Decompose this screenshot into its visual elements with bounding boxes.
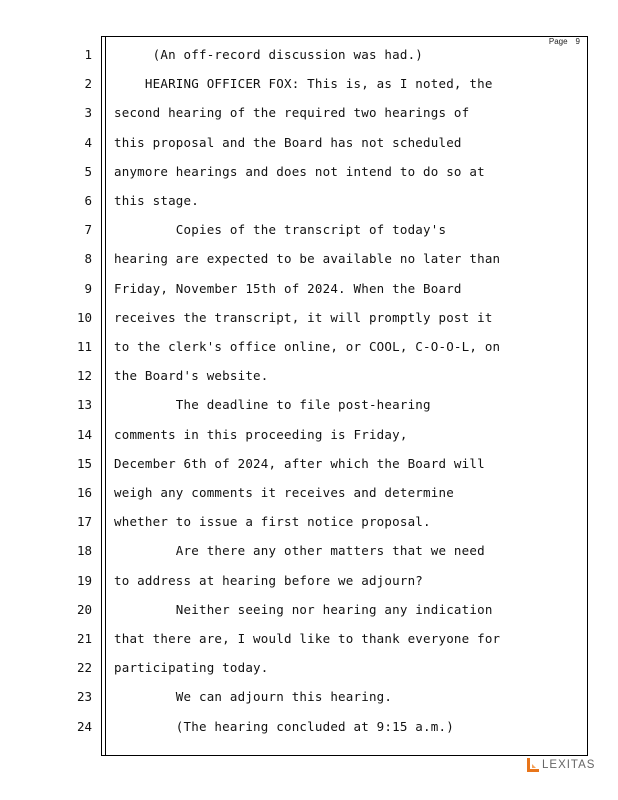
line-number: 9 bbox=[84, 280, 92, 296]
line-number: 11 bbox=[76, 339, 92, 354]
line-text: hearing are expected to be available no later than bbox=[114, 251, 501, 267]
line-text: Friday, November 15th of 2024. When the Board bbox=[114, 280, 462, 296]
line-number: 21 bbox=[76, 631, 92, 646]
transcript-line bbox=[0, 420, 618, 449]
line-number: 14 bbox=[76, 426, 92, 442]
line-number: 7 bbox=[84, 222, 92, 238]
line-text: this proposal and the Board has not scheduled bbox=[114, 134, 462, 150]
line-number: 10 bbox=[76, 309, 92, 325]
transcript-line bbox=[0, 215, 618, 244]
transcript-line bbox=[0, 40, 618, 69]
transcript-line bbox=[0, 595, 618, 624]
line-number: 5 bbox=[84, 163, 92, 179]
transcript-line bbox=[0, 274, 618, 303]
page-label-text: Page bbox=[548, 37, 568, 46]
transcript-line bbox=[0, 332, 618, 361]
transcript-line bbox=[0, 449, 618, 478]
line-text: whether to issue a first notice proposal. bbox=[114, 514, 431, 530]
line-text: Neither seeing nor hearing any indication bbox=[114, 601, 493, 617]
line-text: We can adjourn this hearing. bbox=[114, 689, 393, 705]
line-text: Copies of the transcript of today's bbox=[114, 222, 447, 238]
line-number: 12 bbox=[76, 368, 92, 384]
line-text: receives the transcript, it will promptly post it bbox=[114, 309, 493, 325]
line-text: comments in this proceeding is Friday, bbox=[114, 426, 408, 442]
line-text: second hearing of the required two hearings of bbox=[114, 105, 470, 121]
line-text: Are there any other matters that we need bbox=[114, 543, 485, 559]
line-number: 23 bbox=[76, 689, 92, 705]
line-text: December 6th of 2024, after which the Board will bbox=[114, 455, 485, 471]
transcript-line bbox=[0, 157, 618, 186]
transcript-line bbox=[0, 682, 618, 711]
transcript-line bbox=[0, 69, 618, 98]
line-text: weigh any comments it receives and determine bbox=[114, 485, 454, 500]
line-number: 13 bbox=[76, 397, 92, 413]
line-text: the Board's website. bbox=[114, 368, 269, 384]
line-text: The deadline to file post-hearing bbox=[114, 397, 431, 413]
lexitas-mark-icon bbox=[526, 757, 540, 773]
transcript-line bbox=[0, 653, 618, 682]
line-number: 20 bbox=[76, 601, 92, 617]
transcript-line bbox=[0, 624, 618, 653]
transcript-line bbox=[0, 303, 618, 332]
line-number: 18 bbox=[76, 543, 92, 559]
line-text: anymore hearings and does not intend to do so at bbox=[114, 163, 485, 179]
transcript-line bbox=[0, 361, 618, 390]
transcript-line bbox=[0, 244, 618, 273]
line-number: 1 bbox=[84, 47, 92, 62]
line-number: 2 bbox=[84, 76, 92, 92]
line-text: to the clerk's office online, or COOL, C-O-O-L, on bbox=[114, 339, 501, 354]
line-text: this stage. bbox=[114, 193, 199, 208]
lexitas-logo bbox=[526, 757, 595, 773]
line-text: that there are, I would like to thank everyone for bbox=[114, 631, 501, 646]
line-number: 15 bbox=[76, 455, 92, 471]
line-number: 6 bbox=[84, 193, 92, 208]
line-number: 4 bbox=[84, 134, 92, 150]
transcript-line bbox=[0, 566, 618, 595]
transcript-line bbox=[0, 98, 618, 127]
page-number: 9 bbox=[575, 37, 580, 46]
line-number: 16 bbox=[76, 485, 92, 500]
line-text: to address at hearing before we adjourn? bbox=[114, 572, 424, 588]
line-number: 17 bbox=[76, 514, 92, 530]
transcript-line bbox=[0, 507, 618, 536]
logo-text: LEXITAS bbox=[542, 759, 596, 771]
transcript-line bbox=[0, 536, 618, 565]
transcript-line bbox=[0, 186, 618, 215]
transcript-line bbox=[0, 390, 618, 419]
line-number: 22 bbox=[76, 660, 92, 676]
line-number: 19 bbox=[76, 572, 92, 588]
line-number: 24 bbox=[76, 718, 92, 734]
line-text: (The hearing concluded at 9:15 a.m.) bbox=[114, 718, 454, 734]
line-number: 3 bbox=[84, 105, 92, 121]
transcript-line bbox=[0, 128, 618, 157]
line-text: participating today. bbox=[114, 660, 269, 676]
line-text: (An off-record discussion was had.) bbox=[114, 47, 424, 62]
transcript-line bbox=[0, 712, 618, 741]
transcript-line bbox=[0, 478, 618, 507]
line-number: 8 bbox=[84, 251, 92, 267]
line-text: HEARING OFFICER FOX: This is, as I noted, the bbox=[114, 76, 493, 92]
